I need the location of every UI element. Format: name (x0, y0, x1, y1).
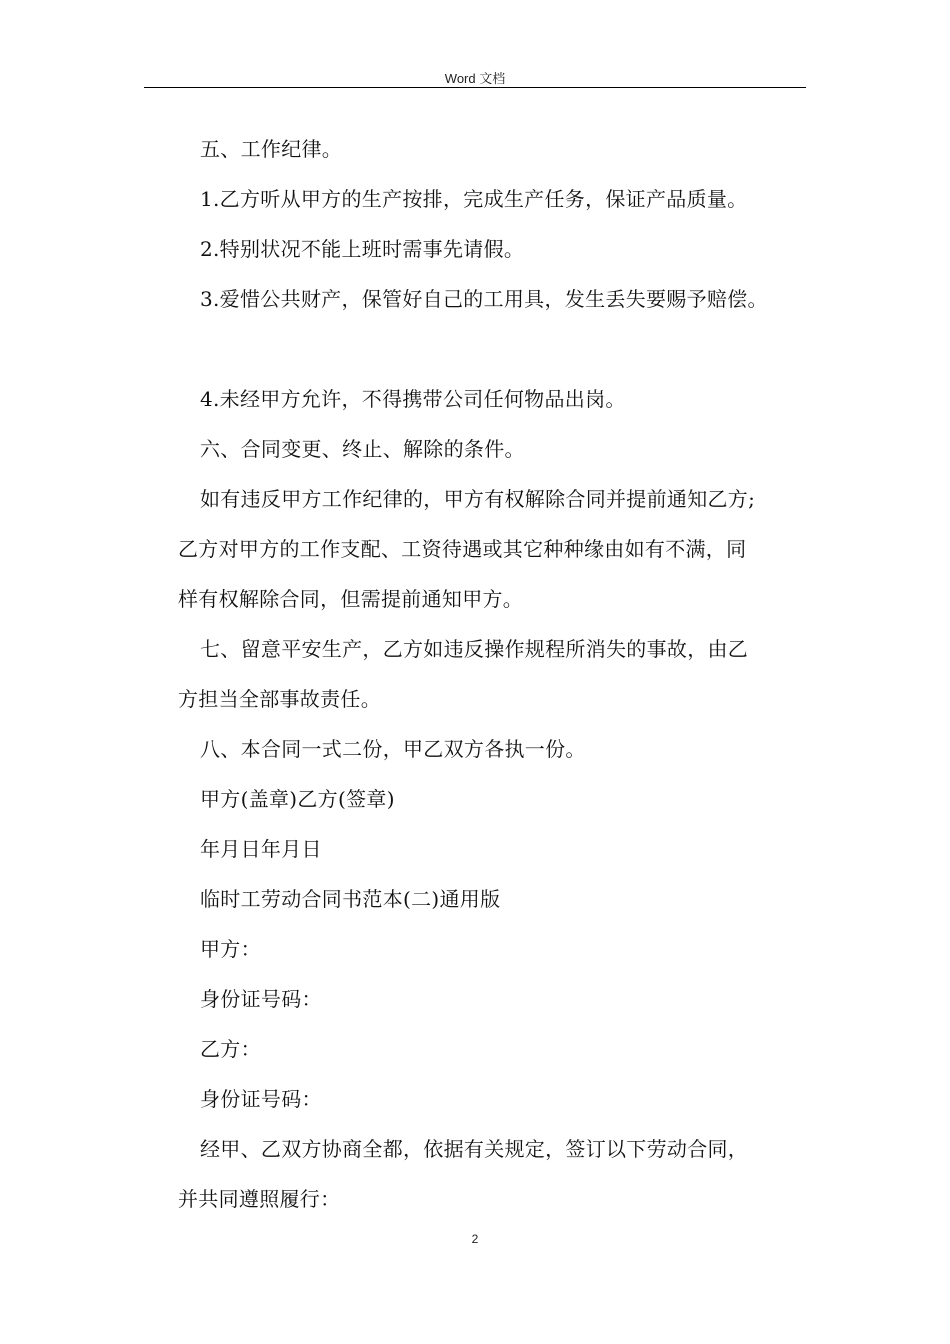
clause-5-1: 1.乙方听从甲方的生产按排，完成生产任务，保证产品质量。 (200, 187, 748, 211)
clause-5-4: 4.未经甲方允许，不得携带公司任何物品出岗。 (200, 387, 626, 411)
agreement-intro-line-2: 并共同遵照履行： (178, 1187, 341, 1211)
clause-5-3: 3.爱惜公共财产，保管好自己的工用具，发生丢失要赐予赔偿。 (200, 287, 768, 311)
signature-line: 甲方(盖章)乙方(签章) (200, 787, 395, 811)
section-seven-line-2: 方担当全部事故责任。 (178, 687, 381, 711)
party-b-label: 乙方： (200, 1037, 261, 1061)
section-eight: 八、本合同一式二份，甲乙双方各执一份。 (200, 737, 586, 761)
agreement-intro-line-1: 经甲、乙双方协商全都，依据有关规定，签订以下劳动合同， (200, 1137, 749, 1161)
section-six-text-line-3: 样有权解除合同，但需提前通知甲方。 (178, 587, 524, 611)
party-a-label: 甲方： (200, 937, 261, 961)
section-six-heading: 六、合同变更、终止、解除的条件。 (200, 437, 525, 461)
party-a-id-label: 身份证号码： (200, 987, 322, 1011)
section-seven-line-1: 七、留意平安生产，乙方如违反操作规程所消失的事故，由乙 (200, 637, 749, 661)
date-line: 年月日年月日 (200, 837, 322, 861)
party-b-id-label: 身份证号码： (200, 1087, 322, 1111)
header-divider (144, 87, 806, 88)
clause-5-2: 2.特别状况不能上班时需事先请假。 (200, 237, 525, 261)
contract-two-title: 临时工劳动合同书范本(二)通用版 (200, 887, 501, 911)
document-body (178, 124, 808, 1224)
section-six-text-line-1: 如有违反甲方工作纪律的，甲方有权解除合同并提前通知乙方; (200, 487, 756, 511)
document-header-title: Word 文档 (444, 71, 506, 86)
section-five-heading: 五、工作纪律。 (200, 137, 343, 161)
section-six-text-line-2: 乙方对甲方的工作支配、工资待遇或其它种种缘由如有不满，同 (178, 537, 747, 561)
page-number: 2 (471, 1232, 479, 1246)
blank-line (178, 324, 808, 374)
